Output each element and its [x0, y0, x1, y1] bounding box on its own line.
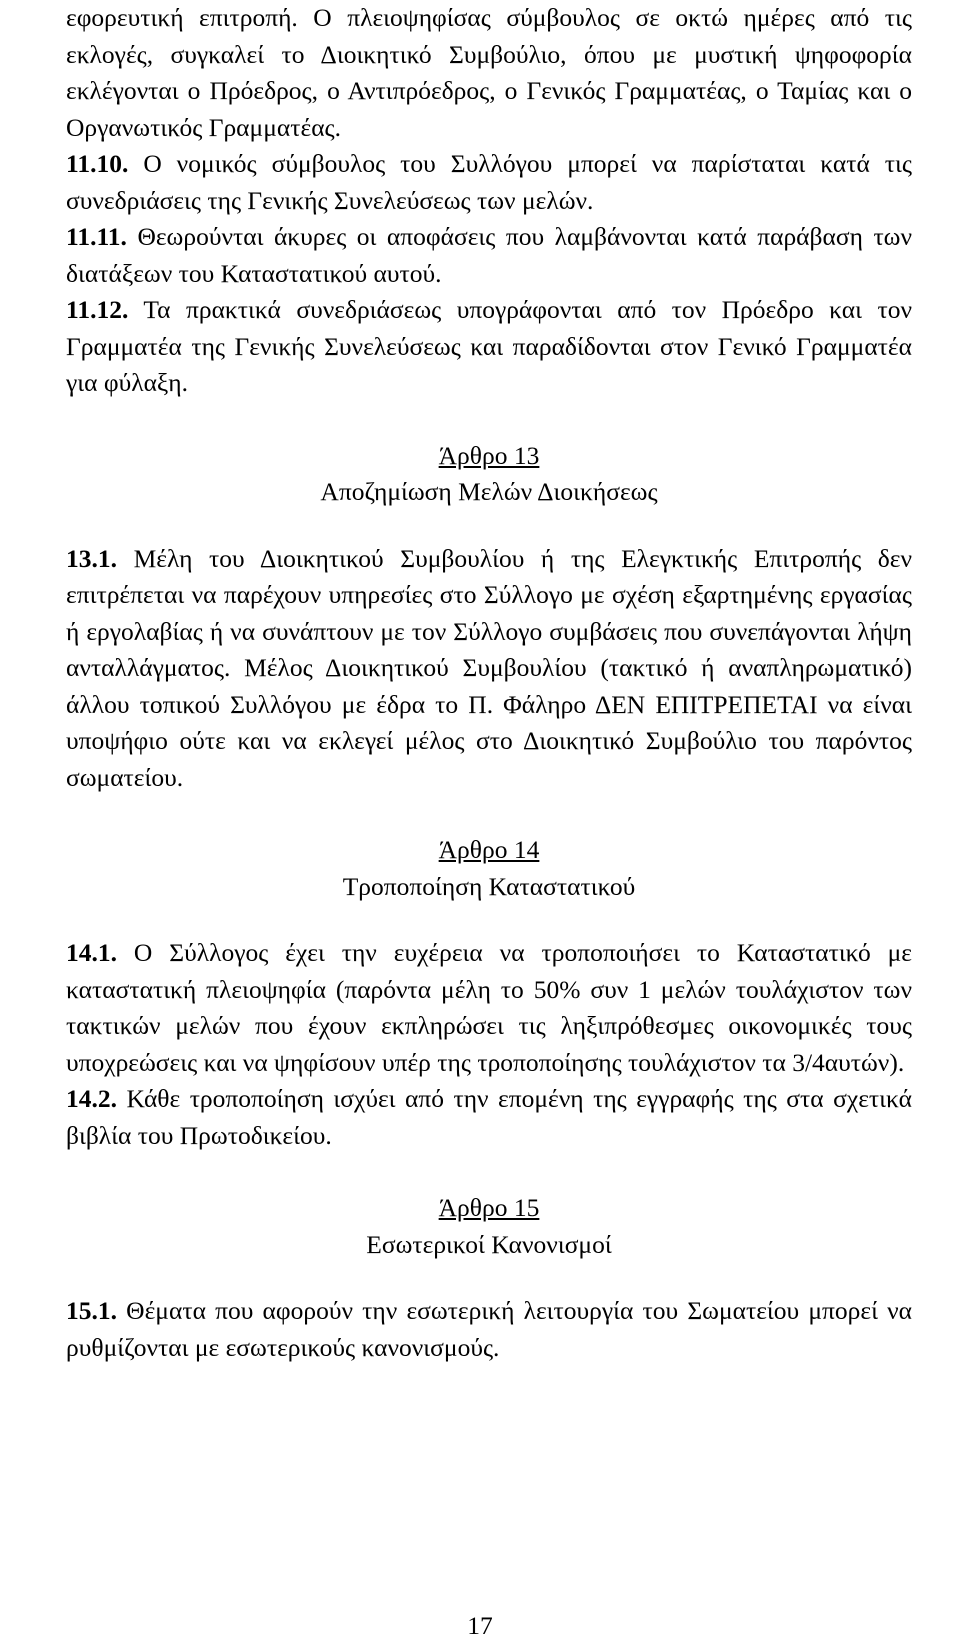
- page-number: 17: [467, 1611, 493, 1640]
- paragraph-text: Ο Σύλλογος έχει την ευχέρεια να τροποποιήσει το Καταστατικό με καταστατική πλειοψηφία (παρόντα μέλη το 50% συν 1 μελών τουλάχιστον των τακτικών μελών που έχουν εκπληρώσει τις ληξιπρόθεσμες οικονομικές τους υποχρεώσεις και να ψηφίσουν υπέρ της τροποποίησης τουλάχιστον τα 3/4αυτών).: [66, 938, 913, 1077]
- paragraph-number: 14.1.: [66, 938, 117, 967]
- article-15-heading: [66, 1190, 912, 1263]
- paragraph-text: Ο νομικός σύμβουλος του Συλλόγου μπορεί να παρίσταται κατά τις συνεδριάσεις της Γενικής Συνελεύσεως των μελών.: [66, 149, 913, 215]
- paragraph-number: 15.1.: [66, 1296, 117, 1325]
- paragraph-text: Τα πρακτικά συνεδριάσεως υπογράφονται από τον Πρόεδρο και τον Γραμματέα της Γενικής Συνελεύσεως και παραδίδονται στον Γενικό Γραμματέα για φύλαξη.: [66, 295, 912, 397]
- paragraph-11-11: [66, 219, 912, 292]
- paragraph-13-1: [66, 541, 912, 797]
- paragraph-15-1: [66, 1293, 912, 1366]
- paragraph-text: Θεωρούνται άκυρες οι αποφάσεις που λαμβάνονται κατά παράβαση των διατάξεων του Καταστατικού αυτού.: [66, 222, 913, 288]
- paragraph-14-1: [66, 935, 912, 1081]
- paragraph-text: Κάθε τροποποίηση ισχύει από την επομένη της εγγραφής της στα σχετικά βιβλία του Πρωτοδικείου.: [66, 1084, 912, 1150]
- paragraph-11-12: [66, 292, 912, 402]
- paragraph-number: 13.1.: [66, 543, 117, 573]
- intro-paragraph: [66, 0, 912, 146]
- paragraph-text: Θέματα που αφορούν την εσωτερική λειτουργία του Σωματείου μπορεί να ρυθμίζονται με εσωτερικούς κανονισμούς.: [66, 1296, 912, 1362]
- paragraph-number: 14.2.: [66, 1084, 117, 1113]
- article-subtitle: Τροποποίηση Καταστατικού: [342, 871, 636, 901]
- paragraph-14-2: [66, 1081, 912, 1154]
- document-page: [66, 0, 912, 1366]
- paragraph-number: 11.12.: [66, 295, 129, 324]
- article-subtitle: Αποζημίωση Μελών Διοικήσεως: [320, 477, 658, 506]
- article-title: Άρθρο 15: [438, 1193, 540, 1222]
- paragraph-number: 11.11.: [66, 222, 127, 251]
- article-subtitle: Εσωτερικοί Κανονισμοί: [366, 1229, 612, 1259]
- article-13-heading: [66, 438, 912, 511]
- paragraph-text: Μέλη του Διοικητικού Συμβουλίου ή της Ελεγκτικής Επιτροπής δεν επιτρέπεται να παρέχουν υπηρεσίες στο Σύλλογο με σχέση εξαρτημένης εργασίας ή εργολαβίας ή να συνάπτουν με τον Σύλλογο συμβάσεις που συνεπάγονται λήψη ανταλλάγματος. Μέλος Διοικητικού Συμβουλίου (τακτικό ή αναπληρωματικό) άλλου τοπικού Συλλόγου με έδρα το Π. Φάληρο ΔΕΝ ΕΠΙΤΡΕΠΕΤΑΙ να είναι υποψήφιο ούτε και να εκλεγεί μέλος στο Διοικητικό Συμβούλιο του παρόντος σωματείου.: [66, 543, 913, 792]
- article-title: Άρθρο 14: [438, 835, 540, 864]
- paragraph-number: 11.10.: [66, 149, 129, 178]
- article-14-heading: [66, 832, 912, 905]
- intro-text: εφορευτική επιτροπή. Ο πλειοψηφίσας σύμβουλος σε οκτώ ημέρες από τις εκλογές, συγκαλεί το Διοικητικό Συμβούλιο, όπου με μυστική ψηφοφορία εκλέγονται ο Πρόεδρος, ο Αντιπρόεδρος, ο Γενικός Γραμματέας, ο Ταμίας και ο Οργανωτικός Γραμματέας.: [66, 3, 912, 142]
- paragraph-11-10: [66, 146, 912, 219]
- article-title: Άρθρο 13: [438, 440, 540, 470]
